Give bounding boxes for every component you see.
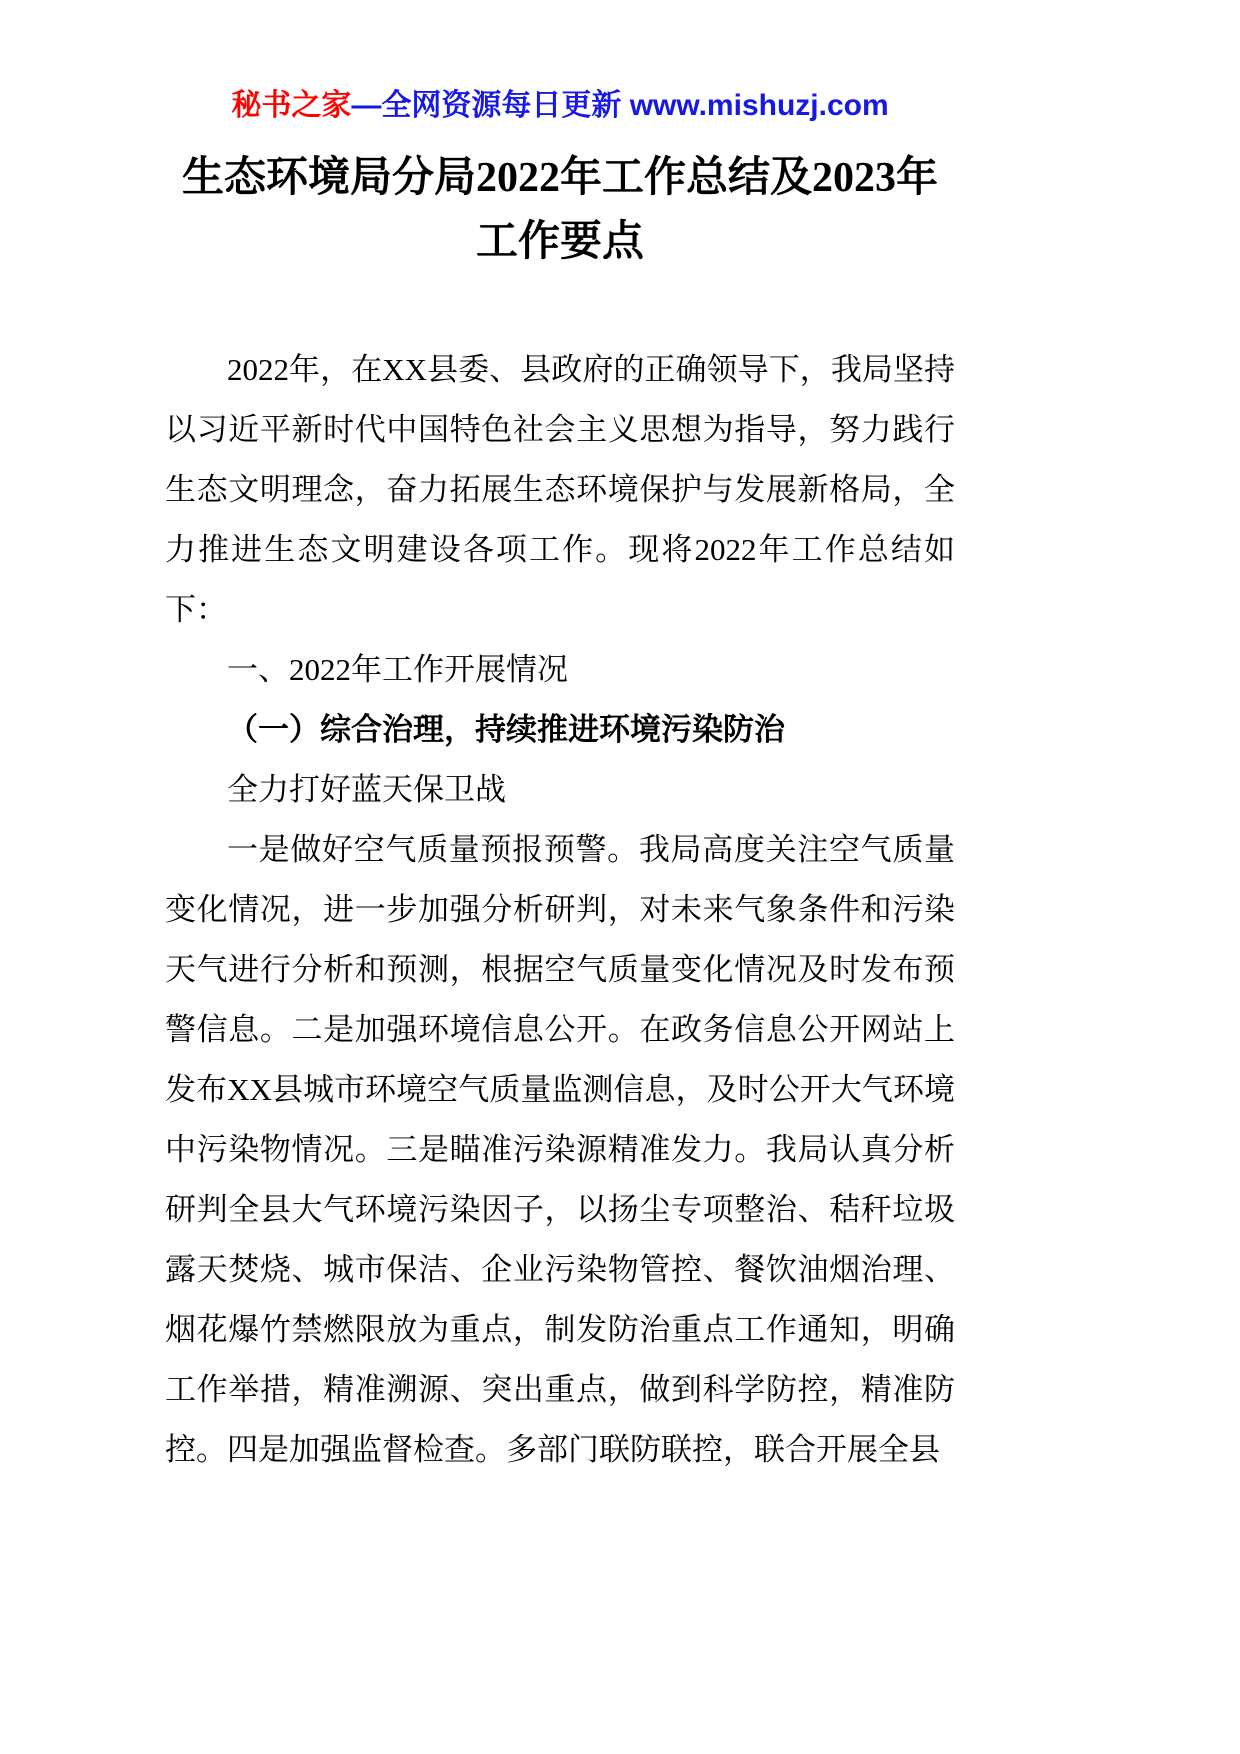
- site-url: www.mishuzj.com: [629, 89, 889, 122]
- section-heading-2022-work: 一、2022年工作开展情况: [227, 652, 568, 687]
- site-header: [165, 86, 955, 126]
- document-title-line-2: 工作要点: [475, 219, 644, 265]
- site-name: 秘书之家: [231, 89, 352, 122]
- subsection-heading-comprehensive-governance: （一）综合治理，持续推进环境污染防治: [227, 712, 785, 747]
- document-title: [165, 146, 955, 274]
- site-tagline: —全网资源每日更新: [351, 89, 630, 122]
- paragraph-air-quality-measures: 一是做好空气质量预报预警。我局高度关注空气质量变化情况，进一步加强分析研判，对未来气象条件和污染天气进行分析和预测，根据空气质量变化情况及时发布预警信息。二是加强环境信息公开。在政务信息公开网站上发布XX县城市环境空气质量监测信息，及时公开大气环境中污染物情况。三是瞄准污染源精准发力。我局认真分析研判全县大气环境污染因子，以扬尘专项整治、秸秆垃圾露天焚烧、城市保洁、企业污染物管控、餐饮油烟治理、烟花爆竹禁燃限放为重点，制发防治重点工作通知，明确工作举措，精准溯源、突出重点，做到科学防控，精准防控。四是加强监督检查。多部门联防联控，联合开展全县: [165, 832, 955, 1467]
- document-title-line-1: 生态环境局分局2022年工作总结及2023年: [181, 155, 938, 201]
- paragraph-intro: 2022年，在XX县委、县政府的正确领导下，我局坚持以习近平新时代中国特色社会主义思想为指导，努力践行生态文明理念，奋力拓展生态环境保护与发展新格局，全力推进生态文明建设各项工作。现将2022年工作总结如下：: [165, 352, 955, 627]
- topic-heading-blue-sky: 全力打好蓝天保卫战: [227, 772, 506, 807]
